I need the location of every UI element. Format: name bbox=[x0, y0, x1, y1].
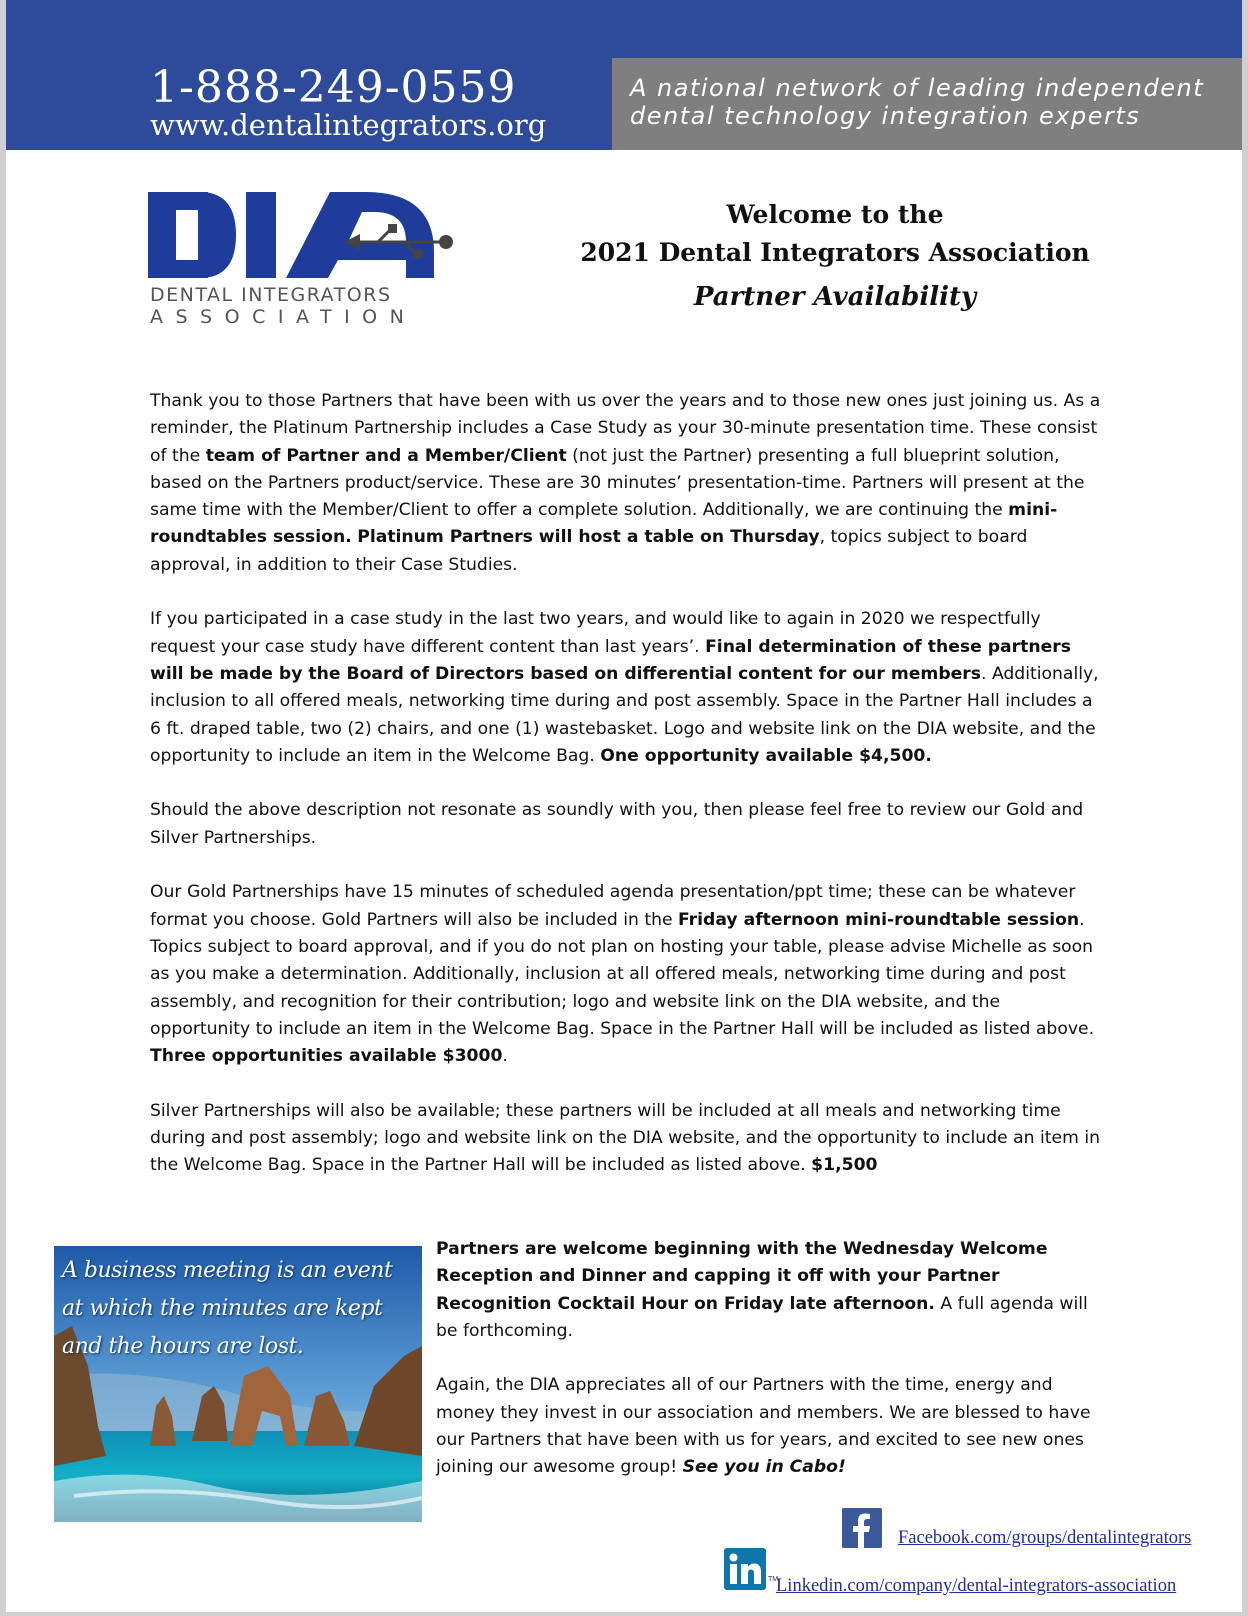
bold-span: $1,500 bbox=[811, 1155, 878, 1176]
bold-span: Three opportunities available $3000 bbox=[150, 1046, 503, 1067]
facebook-link[interactable]: Facebook.com/groups/dentalintegrators bbox=[898, 1528, 1192, 1548]
bold-span: Friday afternoon mini-roundtable session bbox=[678, 909, 1080, 930]
paragraph-platinum bbox=[150, 388, 1105, 579]
welcome-line1: Welcome to the bbox=[726, 200, 944, 229]
paragraph-gold bbox=[150, 879, 1105, 1070]
trademark-mark: TM bbox=[768, 1576, 779, 1583]
page-border-left bbox=[0, 0, 6, 1616]
text-span: . Topics subject to board approval, and if you do not plan on hosting your table, please advise Michelle as soon as you make a determination. Additionally, inclusion at all offered meals, networking time during and post assembly, and recognition for their contribution; logo and website link on the DIA website, and the opportunity to include an item in the Welcome Bag. Space in the Partner Hall will be included as listed above. bbox=[150, 909, 1095, 1039]
facebook-icon[interactable] bbox=[842, 1508, 882, 1548]
welcome-line2: 2021 Dental Integrators Association bbox=[580, 238, 1090, 267]
bold-span: One opportunity available $4,500. bbox=[600, 745, 932, 766]
quote-line3: and the hours are lost. bbox=[62, 1334, 304, 1359]
logo-name-line2: ASSOCIATION bbox=[150, 306, 417, 328]
bold-span: mini-roundtables session. bbox=[150, 500, 1058, 548]
page-border-bottom bbox=[0, 1612, 1248, 1616]
paragraph-review: Should the above description not resonate as soundly with you, then please feel free to review our Gold and Silver Partnerships. bbox=[150, 800, 1084, 848]
text-span: If you participated in a case study in the last two years, and would like to again in 2020 we respectfully request your case study have different content than last years’. bbox=[150, 609, 1041, 657]
text-span: . bbox=[502, 1046, 508, 1067]
bold-span: Partners are welcome beginning with the Wednesday Welcome Reception and Dinner and capping it off with your Partner Recognition Cocktail Hour on Friday late afternoon. bbox=[436, 1239, 1048, 1314]
closing-text bbox=[436, 1236, 1096, 1509]
phone-number: 1-888-249-0559 bbox=[150, 62, 517, 113]
quote-line2: at which the minutes are kept bbox=[62, 1296, 383, 1321]
paragraph-case-study bbox=[150, 606, 1105, 770]
body-text bbox=[150, 388, 1105, 1207]
text-span: . Additionally, inclusion to all offered meals, networking time during and post assembly. Space in the Partner Hall includes a 6 ft. draped table, two (2) chairs, and one (1) wastebasket. Logo and website link on the DIA website, and the opportunity to include an item in the Welcome Bag. bbox=[150, 663, 1099, 766]
quote-line1: A business meeting is an event bbox=[62, 1258, 393, 1283]
page-border-right bbox=[1242, 0, 1248, 1616]
paragraph-silver bbox=[150, 1098, 1105, 1180]
bold-span: Platinum Partners will host a table on Thursday bbox=[357, 527, 820, 548]
paragraph-thanks bbox=[436, 1372, 1096, 1481]
website-url: www.dentalintegrators.org bbox=[150, 108, 547, 142]
text-span: (not just the Partner) presenting a full blueprint solution, based on the Partners product/service. These are 30 minutes’ presentation-time. Partners will present at the same time with the Member/Client to offer a complete solution. Additionally, we are continuing the bbox=[150, 445, 1085, 521]
tagline: A national network of leading independent dental technology integration experts bbox=[630, 74, 1205, 130]
paragraph-schedule bbox=[436, 1236, 1096, 1345]
bold-span: team of Partner and a Member/Client bbox=[205, 445, 567, 466]
bold-span: Final determination of these partners will be made by the Board of Directors based on differential content for our members bbox=[150, 636, 1071, 684]
text-span: Silver Partnerships will also be available; these partners will be included at all meals and networking time during and post assembly; logo and website link on the DIA website, and the opportunity to include an item in the Welcome Bag. Space in the Partner Hall will be included as listed above. bbox=[150, 1100, 1100, 1176]
text-span: A full agenda will be forthcoming. bbox=[436, 1293, 1088, 1341]
quote-overlay bbox=[62, 1252, 418, 1366]
text-span: Again, the DIA appreciates all of our Partners with the time, energy and money they invest in our association and members. We are blessed to have our Partners that have been with us for years, and excited to see new ones joining our awesome group! bbox=[436, 1375, 1091, 1478]
text-span: , topics subject to board approval, in addition to their Case Studies. bbox=[150, 527, 1028, 575]
welcome-heading bbox=[560, 196, 1110, 322]
text-span: Thank you to those Partners that have been with us over the years and to those new ones just joining us. As a reminder, the Platinum Partnership includes a Case Study as your 30-minute presentation time. These consist of the bbox=[150, 391, 1101, 466]
welcome-line3: Partner Availability bbox=[693, 282, 977, 312]
logo-name-line1: DENTAL INTEGRATORS bbox=[150, 284, 392, 306]
bold-italic-span: See you in Cabo! bbox=[682, 1457, 846, 1478]
linkedin-icon[interactable] bbox=[724, 1548, 766, 1590]
text-span: Our Gold Partnerships have 15 minutes of scheduled agenda presentation/ppt time; these can be whatever format you choose. Gold Partners will also be included in the bbox=[150, 882, 1076, 930]
linkedin-link[interactable]: Linkedin.com/company/dental-integrators-association bbox=[776, 1576, 1177, 1596]
